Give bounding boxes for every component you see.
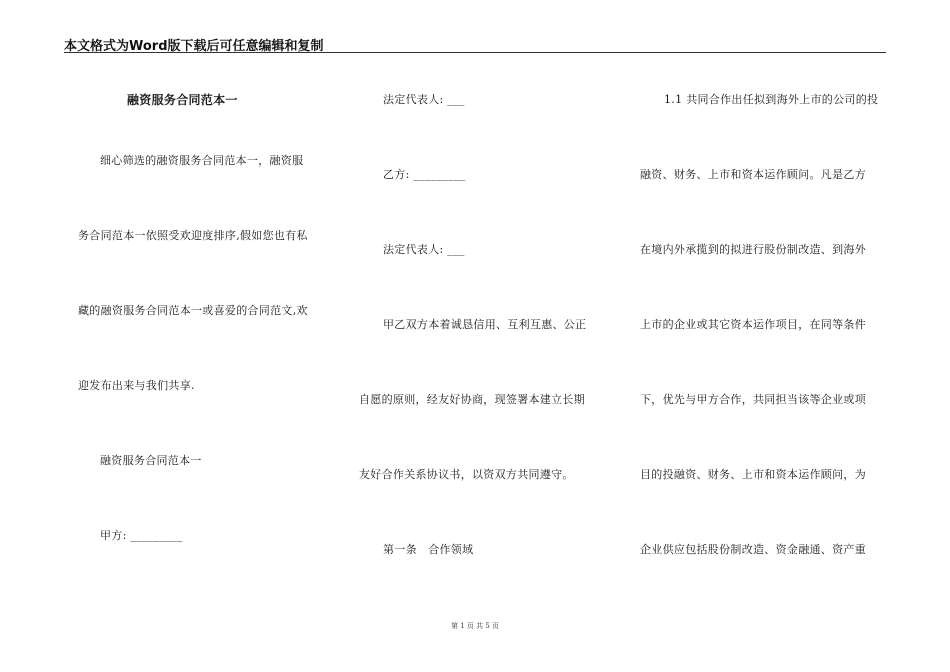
paragraph-line: 务合同范本一依照受欢迎度排序,假如您也有私: [78, 229, 308, 242]
paragraph-line: 融资、财务、上市和资本运作顾问。凡是乙方: [640, 168, 866, 181]
paragraph-line: 迎发布出来与我们共享.: [78, 379, 195, 392]
paragraph-line: 在境内外承揽到的拟进行股份制改造、到海外: [640, 243, 866, 256]
page-indicator: 第 1 页 共 5 页: [450, 622, 500, 630]
paragraph-line: 1.1 共同合作出任拟到海外上市的公司的投: [664, 93, 879, 106]
paragraph-line: 上市的企业或其它资本运作项目，在同等条件: [640, 318, 866, 331]
header-title: 本文格式为Word版下载后可任意编辑和复制: [64, 39, 324, 54]
paragraph-line: 目的投融资、财务、上市和资本运作顾问，为: [640, 468, 866, 481]
section-heading: 融资服务合同范本一: [100, 454, 202, 467]
party-a-line: 甲方: _________: [100, 529, 183, 542]
paragraph-line: 细心筛选的融资服务合同范本一，融资服: [100, 154, 304, 167]
document-header: [64, 35, 886, 53]
paragraph-line: 藏的融资服务合同范本一或喜爱的合同范文,欢: [78, 304, 308, 317]
paragraph-line: 自愿的原则，经友好协商，现签署本建立长期: [359, 393, 585, 406]
document-title: 融资服务合同范本一: [127, 93, 238, 107]
paragraph-line: 下，优先与甲方合作，共同担当该等企业或项: [640, 393, 866, 406]
party-b-line: 乙方: _________: [383, 168, 466, 181]
paragraph-line: 企业供应包括股份制改造、资金融通、资产重: [640, 543, 866, 556]
legal-rep-line: 法定代表人: ___: [383, 93, 465, 106]
legal-rep-line: 法定代表人: ___: [383, 243, 465, 256]
paragraph-line: 甲乙双方本着诚恳信用、互利互惠、公正: [383, 318, 587, 331]
header-divider: [64, 52, 886, 53]
paragraph-line: 友好合作关系协议书，以资双方共同遵守。: [359, 468, 574, 481]
article-heading: 第一条 合作领域: [383, 543, 474, 556]
